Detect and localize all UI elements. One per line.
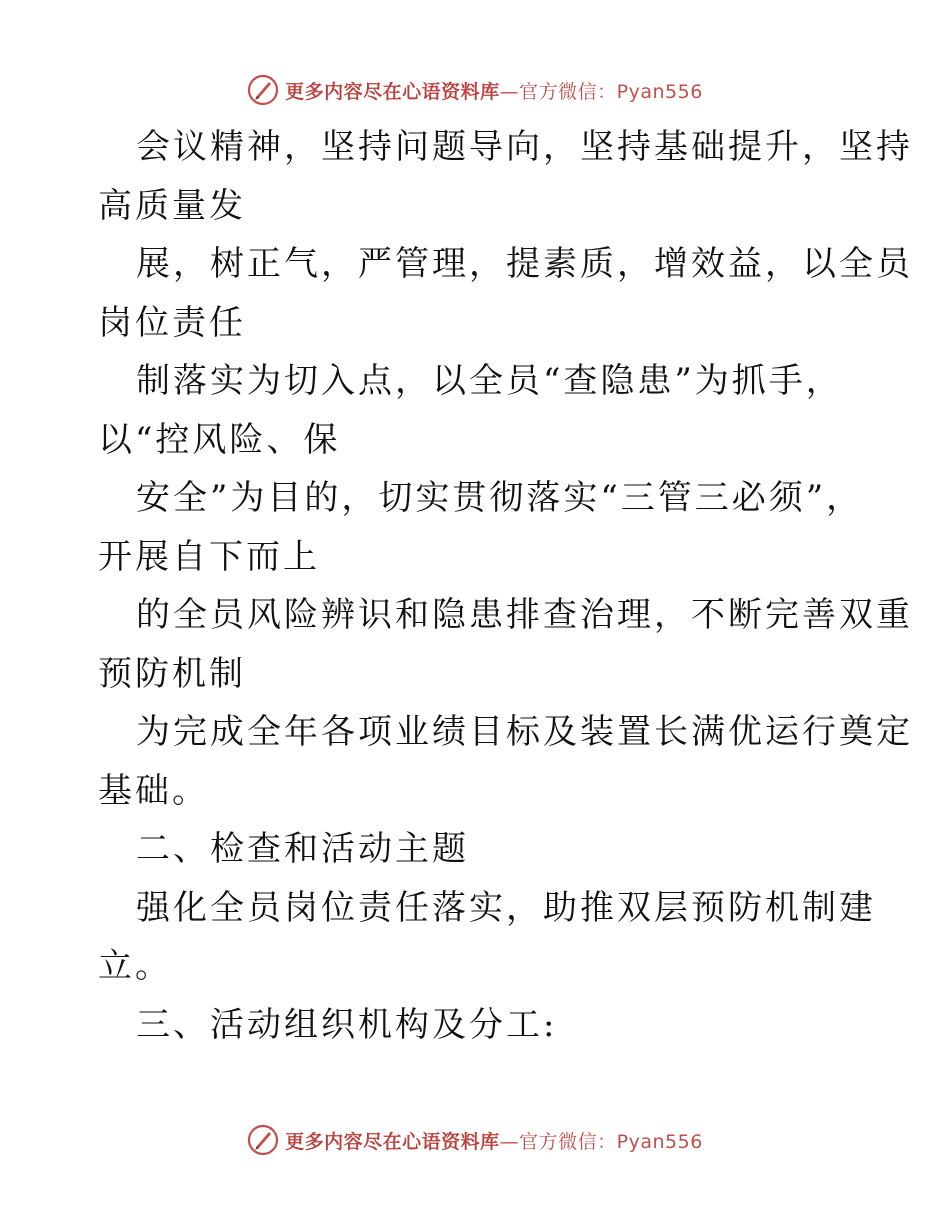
watermark-text — [285, 77, 703, 104]
document-body — [98, 118, 913, 1054]
quill-pen-logo-icon — [247, 74, 279, 106]
watermark-brand: 更多内容尽在心语资料库 — [285, 1130, 500, 1153]
text-line: 强化全员岗位责任落实，助推双层预防机制建 — [136, 887, 876, 928]
text-line: 基础。 — [98, 770, 209, 811]
watermark-separator: — — [499, 1130, 520, 1153]
text-line: 安全”为目的，切实贯彻落实“三管三必须”， — [136, 478, 864, 518]
text-line: 的全员风险辨识和隐患排查治理，不断完善双重 — [136, 595, 913, 635]
section-heading: 三、活动组织机构及分工: — [136, 1004, 558, 1045]
text-line: 会议精神，坚持问题导向，坚持基础提升，坚持 — [136, 127, 913, 167]
footer-watermark — [0, 1120, 950, 1160]
text-line: 高质量发 — [98, 185, 246, 226]
watermark-contact: 官方微信：Pyan556 — [519, 1130, 703, 1153]
quill-pen-logo-icon — [247, 1124, 279, 1156]
section-heading: 二、检查和活动主题 — [136, 829, 469, 869]
text-line: 预防机制 — [98, 653, 246, 694]
text-line: 岗位责任 — [98, 302, 246, 343]
text-line: 展，树正气，严管理，提素质，增效益，以全员 — [136, 244, 913, 284]
watermark-separator: — — [499, 80, 520, 103]
watermark-text — [285, 1127, 703, 1154]
text-line: 制落实为切入点，以全员“查隐患”为抓手， — [136, 361, 843, 401]
watermark-brand: 更多内容尽在心语资料库 — [285, 80, 500, 103]
watermark-contact: 官方微信：Pyan556 — [519, 80, 703, 103]
text-line: 开展自下而上 — [98, 536, 320, 577]
text-line: 立。 — [98, 946, 172, 986]
header-watermark — [0, 70, 950, 110]
text-line: 为完成全年各项业绩目标及装置长满优运行奠定 — [136, 712, 913, 752]
text-line: 以“控风险、保 — [98, 419, 341, 460]
